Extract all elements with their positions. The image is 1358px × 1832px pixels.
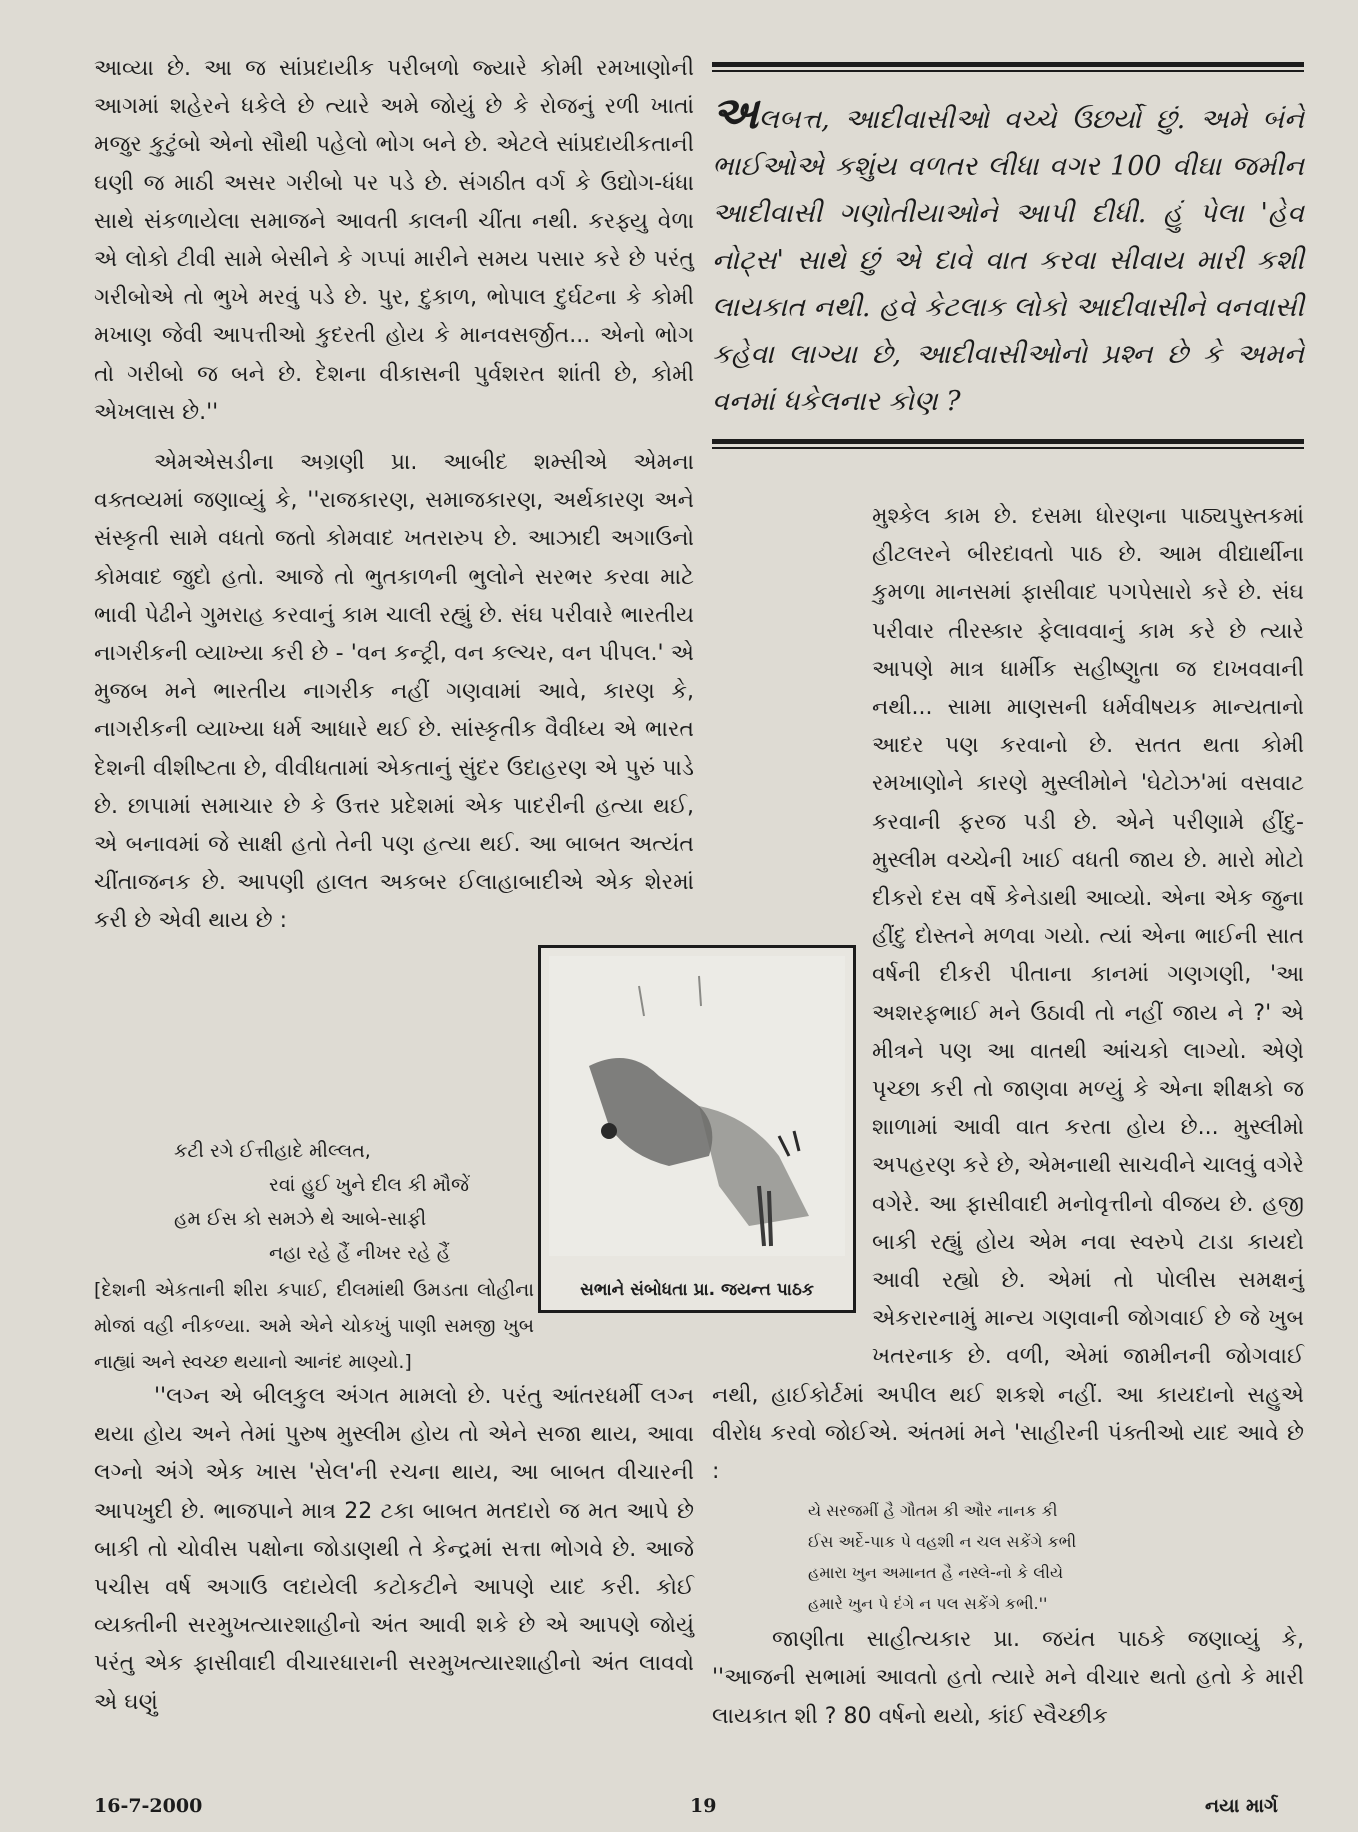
left-shayari-line: કટી રગે ઈત્તીહાદે મીલ્લત, <box>174 1140 371 1162</box>
left-shayari-line: રવાં હુઈ ખુને દીલ કી મૌજેં <box>269 1174 470 1196</box>
footer-date: 16-7-2000 <box>94 1795 203 1817</box>
pull-quote-text <box>712 90 1304 425</box>
left-float-area <box>94 444 694 941</box>
divider <box>712 447 1304 449</box>
right-paragraph-1: મુશ્કેલ કામ છે. દસમા ધોરણના પાઠ્યપુસ્તકમાં હીટલરને બીરદાવતો પાઠ છે. આમ વીદ્યાર્થીના કુમળા માનસમાં ફાસીવાદ પગપેસારો કરે છે. સંઘ પરીવાર તીરસ્કાર ફેલાવવાનું કામ કરે છે ત્યારે આપણે માત્ર ધાર્મીક સહીષ્ણુતા જ દાખવવાની નથી... સામા માણસની ધર્મવીષયક માન્યતાનો આદર પણ કરવાનો છે. સતત થતા કોમી રમખાણોને કારણે મુસ્લીમોને 'ઘેટોઝ'માં વસવાટ કરવાની ફરજ પડી છે. એને પરીણામે હીંદુ-મુસ્લીમ વચ્ચેની ખાઈ વધતી જાય છે. મારો મોટો દીકરો દસ વર્ષે કેનેડાથી આવ્યો. એના એક જુના હીંદુ દોસ્તને મળવા ગયો. ત્યાં એના ભાઈની સાત વર્ષની દીકરી પીતાના કાનમાં ગણગણી, 'આ અશરફભાઈ મને ઉઠાવી તો નહીં જાય ને ?' એ મીત્રને પણ આ વાતથી આંચકો લાગ્યો. એણે પૃચ્છા કરી તો જાણવા મળ્યું કે એના શીક્ષકો જ શાળામાં આવી વાત કરતા હોય છે... મુસ્લીમો અપહરણ કરે છે, એમનાથી સાચવીને ચાલવું વગેરે વગેરે. આ ફાસીવાદી મનોવૃત્તીનો વીજય છે. હજી બાકી રહ્યું હોય એમ નવા સ્વરુપે ટાડા કાયદો આવી રહ્યો છે. એમાં તો પોલીસ સમક્ષનું એકરારનામું માન્ય ગણવાની જોગવાઈ છે જે ખુબ ખતરનાક છે. વળી, એમાં જામીનની જોગવાઈ નથી, હાઈકોર્ટમાં અપીલ થઈ શકશે નહીં. આ કાયદાનો સહુએ વીરોધ કરવો જોઈએ. અંતમાં મને 'સાહીરની પંક્તીઓ યાદ આવે છે : <box>712 504 1304 1485</box>
footer-publication: નયા માર્ગ <box>1205 1795 1278 1817</box>
left-lower <box>94 1378 694 1722</box>
photo-frame <box>538 945 856 1313</box>
left-paragraph-3: ''લગ્ન એ બીલકુલ અંગત મામલો છે. પરંતુ આંતરધર્મી લગ્ન થયા હોય અને તેમાં પુરુષ મુસ્લીમ હોય તો એને સજા થાય, આવા લગ્નો અંગે એક ખાસ 'સેલ'ની રચના થાય, આ બાબત વીચારની આપખુદી છે. ભાજપાને માત્ર 22 ટકા બાબત મતદારો જ મત આપે છે બાકી તો ચોવીસ પક્ષોના જોડાણથી તે કેન્દ્રમાં સત્તા ભોગવે છે. આજે પચીસ વર્ષ અગાઉ લદાયેલી કટોકટીને આપણે યાદ કરી. કોઈ વ્યક્તીની સરમુખત્યારશાહીનો અંત આવી શકે છે એ આપણે જોયું પરંતુ એક ફાસીવાદી વીચારધારાની સરમુખત્યારશાહીનો અંત લાવવો એ ઘણું <box>94 1384 694 1715</box>
divider <box>712 439 1304 444</box>
left-paragraph-2: એમએસડીના અગ્રણી પ્રા. આબીદ શમ્સીએ એમના વક્તવ્યમાં જણાવ્યું કે, ''રાજકારણ, સમાજકારણ, અર્થકારણ અને સંસ્કૃતી સામે વધતો જતો કોમવાદ ખતરારુપ છે. આઝાદી અગાઉનો કોમવાદ જુદો હતો. આજે તો ભુતકાળની ભુલોને સરભર કરવા માટે ભાવી પેઢીને ગુમરાહ કરવાનું કામ ચાલી રહ્યું છે. સંઘ પરીવારે ભારતીય નાગરીકની વ્યાખ્યા કરી છે - 'વન કન્ટ્રી, વન કલ્ચર, વન પીપલ.' એ મુજબ મને ભારતીય નાગરીક નહીં ગણવામાં આવે, કારણ કે, નાગરીકની વ્યાખ્યા ધર્મ આધારે થઈ છે. સાંસ્કૃતીક વૈવીધ્ય એ ભારત દેશની વીશીષ્ટતા છે, વીવીધતામાં એકતાનું સુંદર ઉદાહરણ એ પુરું પાડે છે. છાપામાં સમાચાર છે કે ઉત્તર પ્રદેશમાં એક પાદરીની હત્યા થઈ, એ બનાવમાં જે સાક્ષી હતો તેની પણ હત્યા થઈ. આ બાબત અત્યંત ચીંતાજનક છે. આપણી હાલત અકબર ઈલાહાબાદીએ એક શેરમાં કરી છે એવી થાય છે : <box>94 450 694 934</box>
left-shayari <box>94 1134 534 1270</box>
dropcap: અ <box>712 88 759 139</box>
left-shayari-block <box>94 1130 534 1394</box>
left-shayari-line: હમ ઈસ કો સમઝે થે આબે-સાફી <box>174 1208 427 1230</box>
pull-quote <box>712 62 1304 449</box>
divider <box>712 62 1304 67</box>
right-paragraph-2: જાણીતા સાહીત્યકાર પ્રા. જયંત પાઠકે જણાવ્યું કે, ''આજની સભામાં આવતો હતો ત્યારે મને વીચાર થતો હતો કે મારી લાયકાત શી ? 80 વર્ષનો થયો, કાંઈ સ્વૈચ્છીક <box>712 1627 1304 1729</box>
right-shayari-line: યે સરજમીં હૈ ગૌતમ કી ઔર નાનક કી <box>808 1501 1058 1521</box>
pull-quote-body: લબત્ત, આદીવાસીઓ વચ્ચે ઉછર્યો છું. અમે બંને ભાઈઓએ કશુંય વળતર લીધા વગર 100 વીઘા જમીન આદીવાસી ગણોતીયાઓને આપી દીધી. હું પેલા 'હેવ નોટ્સ' સાથે છું એ દાવે વાત કરવા સીવાય મારી કશી લાયકાત નથી. હવે કેટલાક લોકો આદીવાસીને વનવાસી કહેવા લાગ્યા છે, આદીવાસીઓનો પ્રશ્ન છે કે અમને વનમાં ધકેલનાર કોણ ? <box>712 104 1304 417</box>
right-shayari-line: હમારે ખુન પે દંગે ન પલ સકેંગે કભી.'' <box>808 1594 1048 1614</box>
left-shayari-line: નહા રહે હૈં નીખર રહે હૈં <box>269 1242 451 1264</box>
divider <box>712 70 1304 72</box>
left-bracket-translation: [દેશની એકતાની શીરા કપાઈ, દીલમાંથી ઉમડતા લોહીના મોજાં વહી નીકળ્યા. અમે એને ચોકખું પાણી સમજી ખુબ નાહ્યાં અને સ્વચ્છ થયાનો આનંદ માણ્યો.] <box>94 1279 534 1373</box>
speaker-photo <box>549 956 845 1256</box>
footer-page-number: 19 <box>690 1795 717 1817</box>
right-shayari-line: ઈસ અર્દે-પાક પે વહશી ન ચલ સકેંગે કભી <box>808 1532 1077 1552</box>
right-shayari-line: હમારા ખુન અમાનત હૈ નસ્લે-નો કે લીયે <box>808 1563 1064 1583</box>
left-paragraph-1: આવ્યા છે. આ જ સાંપ્રદાયીક પરીબળો જ્યારે કોમી રમખાણોની આગમાં શહેરને ધકેલે છે ત્યારે અમે જોયું છે કે રોજનું રળી ખાતાં મજુર કુટુંબો એનો સૌથી પહેલો ભોગ બને છે. એટલે સાંપ્રદાયીકતાની ઘણી જ માઠી અસર ગરીબો પર પડે છે. સંગઠીત વર્ગ કે ઉદ્યોગ-ધંધા સાથે સંકળાયેલા સમાજને આવતી કાલની ચીંતા નથી. કરફ્યુ વેળા એ લોકો ટીવી સામે બેસીને કે ગપ્પાં મારીને સમય પસાર કરે છે પરંતુ ગરીબોએ તો ભુખે મરવું પડે છે. પુર, દુકાળ, ભોપાલ દુર્ઘટના કે કોમી મખાણ જેવી આપત્તીઓ કુદરતી હોય કે માનવસર્જીત... એનો ભોગ તો ગરીબો જ બને છે. દેશના વીકાસની પુર્વશરત શાંતી છે, કોમી એખલાસ છે.'' <box>94 56 694 425</box>
photo-caption: સભાને સંબોધતા પ્રા. જયન્ત પાઠક <box>580 1280 814 1300</box>
right-shayari <box>712 1495 1304 1619</box>
left-column <box>94 50 694 941</box>
